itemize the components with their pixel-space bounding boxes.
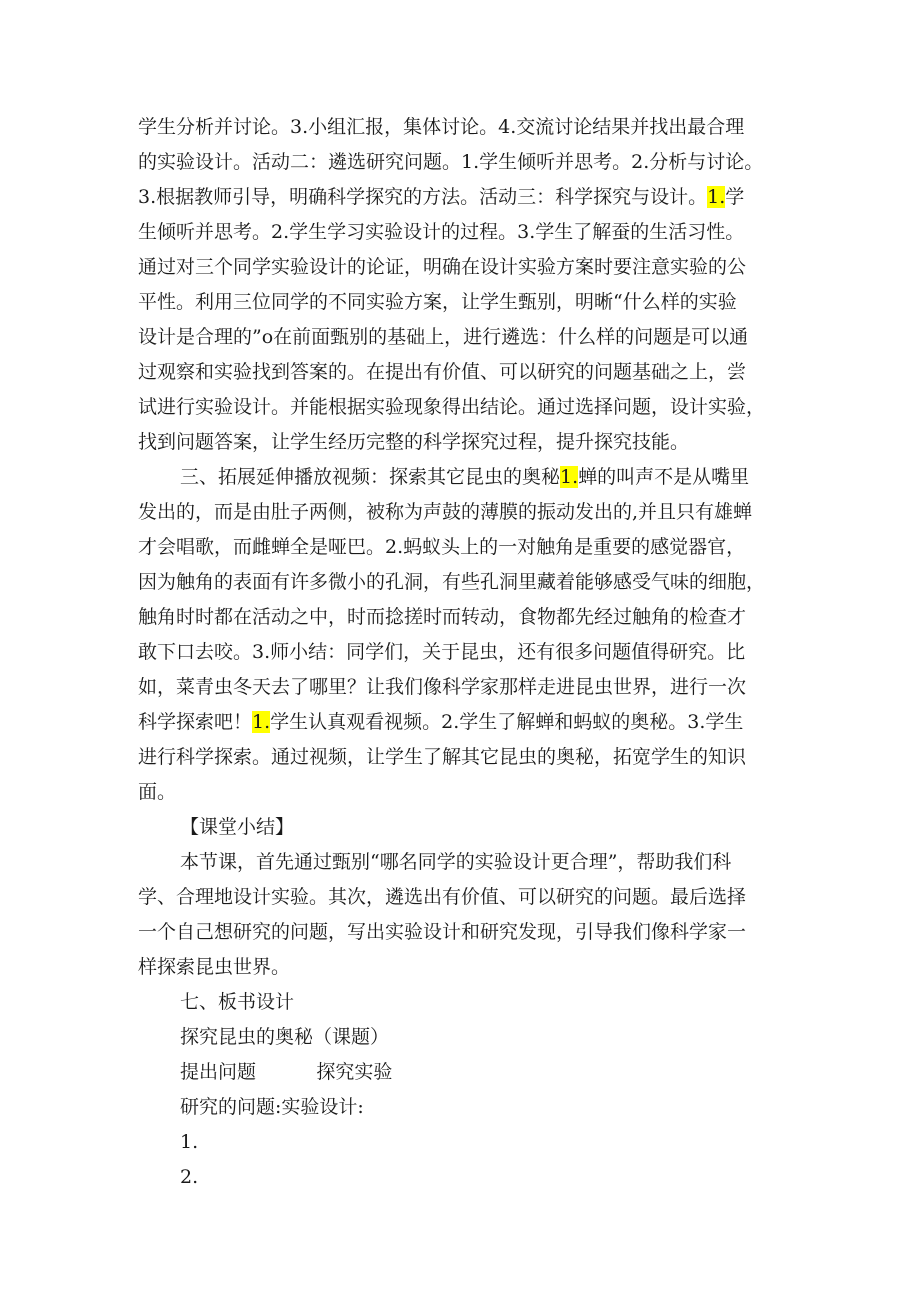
- board-item-2: 2.: [180, 1166, 199, 1188]
- board-design-heading: 七、板书设计: [180, 991, 295, 1013]
- text-line-2: 的实验设计。活动二：遴选研究问题。1.学生倾听并思考。2.分析与讨论。: [138, 151, 764, 173]
- text-line-8: 过观察和实验找到答案的。在提出有价值、可以研究的问题基础之上，尝: [138, 361, 747, 383]
- highlight-mark: 1.: [252, 711, 271, 733]
- text-line-19: 进行科学探索。通过视频，让学生了解其它昆虫的奥秘，拓宽学生的知识: [138, 746, 747, 768]
- board-title: 探究昆虫的奥秘（课题）: [180, 1026, 390, 1048]
- summary-line-3: 一个自己想研究的问题，写出实验设计和研究发现，引导我们像科学家一: [138, 921, 747, 943]
- board-columns: 提出问题 探究实验: [180, 1061, 393, 1083]
- text-line-18: 科学探索吧！1.学生认真观看视频。2.学生了解蝉和蚂蚁的奥秘。3.学生: [138, 711, 744, 733]
- text-line-15: 触角时时都在活动之中，时而捻搓时而转动，食物都先经过触角的检查才: [138, 606, 747, 628]
- text-line-3: 3.根据教师引导，明确科学探究的方法。活动三：科学探究与设计。1.学: [138, 186, 745, 208]
- text-line-5: 通过对三个同学实验设计的论证，明确在设计实验方案时要注意实验的公: [138, 256, 747, 278]
- text-line-4: 生倾听并思考。2.学生学习实验设计的过程。3.学生了解蚕的生活习性。: [138, 221, 745, 243]
- class-summary-heading: 【课堂小结】: [180, 816, 295, 838]
- text-line-13: 才会唱歌，而雌蝉全是哑巴。2.蚂蚁头上的一对触角是重要的感觉器官，: [138, 536, 746, 558]
- board-item-1: 1.: [180, 1131, 199, 1153]
- text-line-16: 敢下口去咬。3.师小结：同学们，关于昆虫，还有很多问题值得研究。比: [138, 641, 746, 663]
- section-three-heading: 三、拓展延伸播放视频：探索其它昆虫的奥秘1.蝉的叫声不是从嘴里: [180, 466, 750, 488]
- text-line-17: 如，菜青虫冬天去了哪里？让我们像科学家那样走进昆虫世界，进行一次: [138, 676, 747, 698]
- text-line-6: 平性。利用三位同学的不同实验方案，让学生甄别，明晰“什么样的实验: [138, 291, 737, 313]
- board-research-question: 研究的问题:实验设计:: [180, 1096, 364, 1118]
- text-line-7: 设计是合理的”o在前面甄别的基础上，进行遴选：什么样的问题是可以通: [138, 326, 749, 348]
- text-line-9: 试进行实验设计。并能根据实验现象得出结论。通过选择问题，设计实验，: [138, 396, 766, 418]
- summary-line-4: 样探索昆虫世界。: [138, 956, 291, 978]
- text-line-12: 发出的，而是由肚子两侧，被称为声鼓的薄膜的振动发出的,并且只有雄蝉: [138, 501, 753, 523]
- summary-line-1: 本节课，首先通过甄别“哪名同学的实验设计更合理”，帮助我们科: [180, 851, 732, 873]
- summary-line-2: 学、合理地设计实验。其次，遴选出有价值、可以研究的问题。最后选择: [138, 886, 747, 908]
- text-line-1: 学生分析并讨论。3.小组汇报，集体讨论。4.交流讨论结果并找出最合理: [138, 116, 745, 138]
- highlight-mark: 1.: [707, 186, 726, 208]
- text-line-10: 找到问题答案，让学生经历完整的科学探究过程，提升探究技能。: [138, 431, 690, 453]
- text-line-20: 面。: [138, 781, 177, 803]
- text-line-14: 因为触角的表面有许多微小的孔洞，有些孔洞里藏着能够感受气味的细胞，: [138, 571, 766, 593]
- highlight-mark: 1.: [560, 466, 579, 488]
